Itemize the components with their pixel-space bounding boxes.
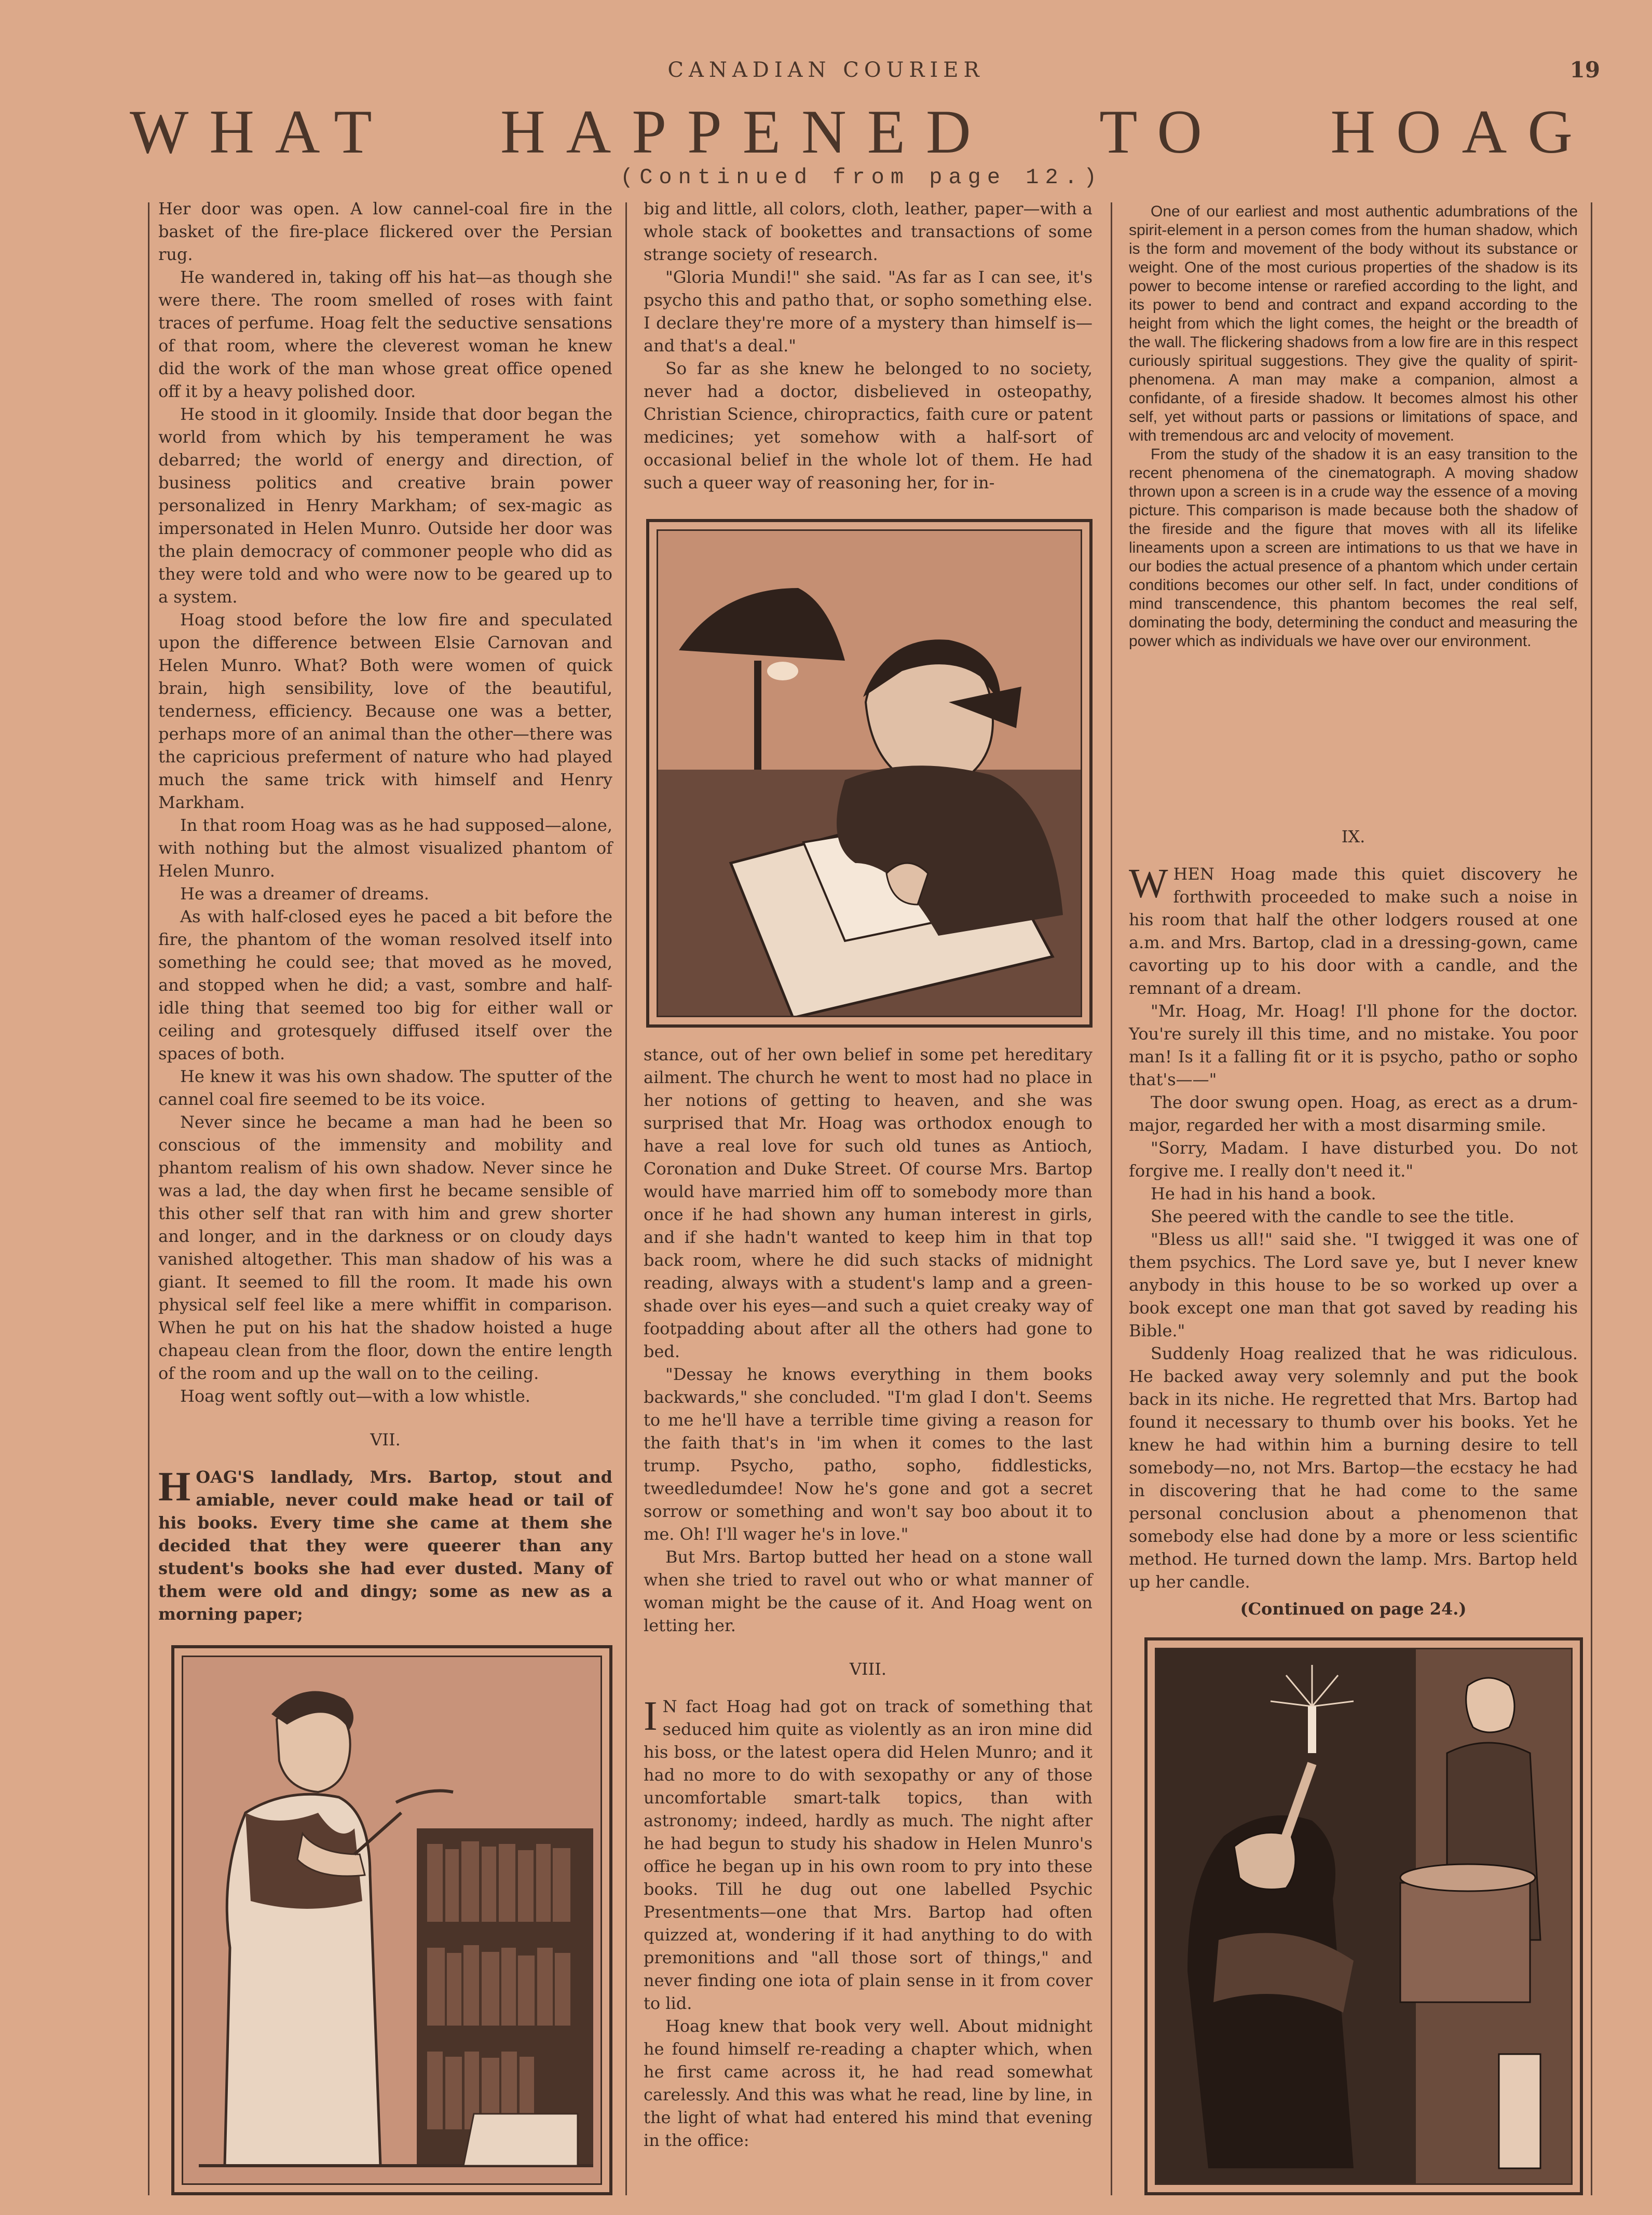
illustration-frame (182, 1656, 602, 2185)
paragraph-text: OAG'S landlady, Mrs. Bartop, stout and amiable, never could make head or tail of his books. Every time she came at them she decided that they were queerer than any student's books she had ever dusted. Many of them were old and dingy; some as new as a morning paper; (158, 1467, 612, 1624)
paragraph: So far as she knew he belonged to no society, never had a doctor, disbelieved in osteopathy, Christian Science, chiropractics, faith cure or patent medicines; yet somehow with a half-sort of occasional belief in the whole lot of them. He had such a queer way of reasoning her, for in- (644, 359, 1093, 493)
illustration-frame (1155, 1648, 1573, 2185)
paragraph: He was a dreamer of dreams. (180, 884, 429, 904)
story-title (130, 96, 1593, 168)
column-rule (148, 202, 149, 2195)
publication-name: CANADIAN COURIER (667, 58, 985, 82)
column-3-quote (1129, 202, 1578, 651)
title-word: TO (1099, 97, 1223, 166)
paragraph-text: HEN Hoag made this quiet discovery he forthwith proceeded to make such a noise in his room that half the other lodgers roused at one a.m. and Mrs. Bartop, clad in a dressing-gown, came cavorting up to his door with a candle, and the remnant of a dream. (1129, 864, 1578, 998)
paragraph: Hoag knew that book very well. About midnight he found himself re-reading a chapter which, when he first came across it, he had read somewhat carelessly. And this was what he read, line by line, in the light of what had entered his mind that evening in the office: (644, 2016, 1093, 2150)
paragraph: Suddenly Hoag realized that he was ridiculous. He backed away very solemnly and put the book back in its niche. He regretted that Mrs. Bartop had found it necessary to thumb over his books. Yet he knew he had within him a burning desire to tell somebody—no, not Mrs. Bartop—the ecstacy he had in discovering that he had come to the same personal conclusion about a phenomenon that somebody else had done by a more or less scientific method. He turned down the lamp. Mrs. Bartop held up her candle. (1129, 1344, 1578, 1592)
column-rule (1591, 202, 1592, 2195)
quoted-passage: From the study of the shadow it is an easy transition to the recent phenomena of the cinematograph. A moving shadow thrown upon a screen is in a crude way the essence of a moving picture. This comparison is made because both the shadow of the fireside and the figure that moves with all its lifelike lineaments upon a screen are intimations to us that we have in our bodies the actual presence of a phantom which under certain conditions becomes our other self. In fact, under conditions of mind transcendence, this phantom becomes the real self, dominating the body, determining the conduct and measuring the power which as individuals we have over our environment. (1129, 446, 1578, 650)
section-heading: VIII. (849, 1659, 887, 1679)
paragraph: Hoag went softly out—with a low whistle. (180, 1386, 530, 1406)
paragraph: He stood in it gloomily. Inside that door began the world from which by his temperament he was debarred; the world of energy and direction, of business politics and creative brain power personalized in Henry Markham; of sex-magic as impersonated in Helen Munro. Outside her door was the plain democracy of commoner people who did as they were told and who were now to be geared up to a system. (158, 404, 612, 607)
paragraph: stance, out of her own belief in some pet hereditary ailment. The church he went to most had no place in her notions of getting to heaven, and she was surprised that Mr. Hoag was orthodox enough to have a real love for such old tunes as Antioch, Coronation and Duke Street. Of course Mrs. Bartop would have married him off to somebody more than once if he had shown any human interest in girls, and if she hadn't wanted to keep him in that top back room, where he did such stacks of midnight reading, always with a student's lamp and a green-shade over his eyes—and such a quiet creaky way of footpadding about after all the others had gone to bed. (644, 1045, 1093, 1361)
column-2-bottom (644, 1043, 1093, 2152)
column-3-bottom (1129, 825, 1578, 1620)
title-word: HOAG (1330, 97, 1593, 166)
paragraph: "Bless us all!" said she. "I twigged it was one of them psychics. The Lord save ye, but I never knew anybody in this house to be so worked up over a book except one man that got saved by reading his Bible." (1129, 1229, 1578, 1341)
column-2-top (644, 197, 1093, 494)
drop-cap: W (1129, 861, 1168, 907)
paragraph: He wandered in, taking off his hat—as though she were there. The room smelled of roses with faint traces of perfume. Hoag felt the seductive sensations of that room, where the cleverest woman he knew did the work of the man whose great office opened off it by a heavy polished door. (158, 267, 612, 401)
continued-on-note: (Continued on page 24.) (1240, 1599, 1467, 1619)
paragraph: As with half-closed eyes he paced a bit before the fire, the phantom of the woman resolved itself into something he could see; that moved as he moved, and stopped when he did; a vast, sombre and half-idle thing that seemed too big for either wall or ceiling and grotesquely diffused itself over the spaces of both. (158, 907, 612, 1063)
page-number: 19 (1569, 57, 1600, 83)
paragraph: "Dessay he knows everything in them books backwards," she concluded. "I'm glad I don't. Seems to me he'll have a terrible time giving a reason for the faith that's in 'im when it comes to the last trump. Psycho, patho, sopho, fiddlesticks, tweedledumdee! Now he's gone and got a secret sorrow or something and won't say boo about it to me. Oh! I'll wager he's in love." (644, 1364, 1093, 1544)
illustration-frame (657, 529, 1082, 1017)
candle-illustration-art (1156, 1649, 1573, 2185)
column-1 (158, 197, 612, 1625)
paragraph: He knew it was his own shadow. The sputter of the cannel coal fire seemed to be its voice. (158, 1067, 612, 1109)
column-rule (625, 202, 627, 2195)
paragraph: Hoag stood before the low fire and speculated upon the difference between Elsie Carnovan and Helen Munro. What? Both were women of quick brain, high sensibility, love of the beautiful, tenderness, efficiency. Because one was a better, perhaps more of an animal than the other—there was the capricious preferment of nature who had played much the same trick with himself and Henry Markham. (158, 610, 612, 812)
illustration-hoag-reading (646, 519, 1093, 1028)
paragraph: She peered with the candle to see the title. (1151, 1207, 1514, 1226)
illustration-landlady (171, 1645, 612, 2195)
paragraph: In that room Hoag was as he had supposed—alone, with nothing but the almost visualized phantom of Helen Munro. (158, 815, 612, 881)
paragraph-text: N fact Hoag had got on track of something that seduced him quite as violently as an iron mine did his boss, or the latest opera did Helen Munro; and it had no more to do with sexopathy or any of those uncomfortable smart-talk topics, than with astronomy; indeed, hardly as much. The night after he had begun to study his shadow in Helen Munro's office he began up in his own room to pry into these books. Till he dug out one labelled Psychic Presentments—one that Mrs. Bartop had often quizzed at, wondering if it had anything to do with premonitions and "all those sort of things," and never finding one iota of plain sense in it from cover to lid. (644, 1697, 1093, 2013)
section-heading: IX. (1341, 827, 1366, 846)
drop-cap: I (644, 1693, 658, 1739)
title-word: HAPPENED (500, 97, 992, 166)
paragraph: "Mr. Hoag, Mr. Hoag! I'll phone for the doctor. You're surely ill this time, and no mistake. You poor man! Is it a falling fit or it is psycho, patho or sopho that's——" (1129, 1001, 1578, 1089)
landlady-illustration-art (183, 1657, 602, 2185)
column-rule (1111, 202, 1112, 2195)
paragraph (158, 1466, 612, 1625)
paragraph: Never since he became a man had he been so conscious of the immensity and mobility and phantom realism of his own shadow. Never since he was a lad, the day when first he became sensible of this other self that ran with him and grew shorter and longer, and in the darkness or on cloudy days vanished altogether. This man shadow of his was a giant. It seemed to fill the room. It made his own physical self feel like a mere whiffit in comparison. When he put on his hat the shadow hoisted a huge chapeau clean from the floor, down the entire length of the room and up the wall on to the ceiling. (158, 1112, 612, 1383)
paragraph: "Gloria Mundi!" she said. "As far as I can see, it's psycho this and patho that, or sopho something else. I declare they're more of a mystery than himself is—and that's a deal." (644, 267, 1093, 356)
continued-from-note: (Continued from page 12.) (620, 165, 1103, 190)
section-heading: VII. (370, 1430, 401, 1450)
title-word: WHAT (130, 97, 393, 166)
drop-cap: H (158, 1464, 191, 1510)
illustration-candle-scene (1144, 1637, 1583, 2195)
quoted-passage: One of our earliest and most authentic adumbrations of the spirit-element in a person comes from the human shadow, which is the form and movement of the body without its substance or weight. One of the most curious properties of the shadow is its power to become intense or rarefied according to the light, and its power to bend and contract and expand according to the height from which the light comes, the height or the breadth of the wall. The flickering shadows from a low fire are in this respect curiously spiritual suggestions. They give the quality of spirit-phenomena. A man may make a companion, almost a confidante, of a fireside shadow. It becomes almost his other self, yet without parts or passions or limitations of space, and with tremendous arc and velocity of movement. (1129, 203, 1578, 444)
paragraph: The door swung open. Hoag, as erect as a drum-major, regarded her with a most disarming smile. (1129, 1092, 1578, 1135)
paragraph (644, 1695, 1093, 2015)
paragraph: Her door was open. A low cannel-coal fire in the basket of the fire-place flickered over the Persian rug. (158, 199, 612, 264)
paragraph: He had in his hand a book. (1151, 1184, 1376, 1204)
paragraph: But Mrs. Bartop butted her head on a stone wall when she tried to ravel out who or what manner of woman might be the cause of it. And Hoag went on letting her. (644, 1547, 1093, 1635)
paragraph (1129, 863, 1578, 1000)
reading-illustration-art (658, 531, 1082, 1017)
paragraph: "Sorry, Madam. I have disturbed you. Do not forgive me. I really don't need it." (1129, 1138, 1578, 1181)
paragraph: big and little, all colors, cloth, leather, paper—with a whole stack of bookettes and transactions of some strange society of research. (644, 199, 1093, 264)
